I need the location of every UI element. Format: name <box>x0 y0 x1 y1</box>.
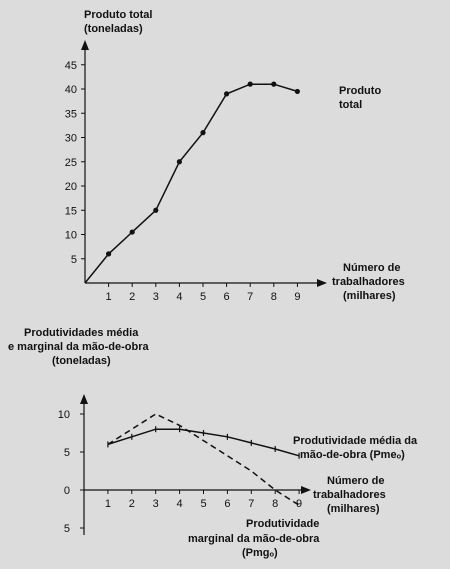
bottom-x-tick-label: 1 <box>104 498 111 510</box>
bottom-title-line-2: e marginal da mão-de-obra <box>8 341 149 353</box>
bottom-x-tick-label: 3 <box>152 498 159 510</box>
bottom-x-axis-arrow <box>301 486 311 494</box>
top-x-tick-label: 5 <box>199 291 207 303</box>
top-series <box>85 82 300 283</box>
top-y-tick-label: 25 <box>64 156 77 169</box>
top-x-axis-arrow <box>317 279 327 287</box>
top-x-tick-label: 3 <box>152 291 159 303</box>
top-x-tick-label: 8 <box>270 291 277 303</box>
total-product-point <box>130 229 135 234</box>
top-series-label-line-2: total <box>339 99 363 111</box>
marginal-label-line-2: marginal da mão-de-obra <box>188 533 320 545</box>
total-product-point <box>224 91 229 96</box>
bottom-x-tick-label: 9 <box>296 498 303 510</box>
total-product-point <box>295 89 300 94</box>
bottom-x-tick-label: 6 <box>224 498 231 510</box>
top-xlabel-line-1: Número de <box>343 262 401 274</box>
top-y-tick-label: 30 <box>64 132 77 145</box>
top-x-ticks <box>106 283 301 303</box>
total-product-chart <box>65 9 405 303</box>
top-y-ticks <box>65 60 85 266</box>
top-x-tick-label: 1 <box>105 291 112 303</box>
productivity-chart <box>8 327 418 559</box>
top-y-tick-label: 20 <box>64 181 77 193</box>
bottom-y-tick-label: 5 <box>63 523 70 535</box>
total-product-point <box>248 82 253 87</box>
bottom-x-tick-label: 7 <box>248 498 255 510</box>
average-label-line-2: mão-de-obra (Pmeₒ) <box>300 449 405 461</box>
bottom-y-tick-label: 0 <box>63 485 70 497</box>
total-product-line <box>85 84 297 283</box>
top-y-tick-label: 40 <box>64 84 77 96</box>
total-product-point <box>271 82 276 87</box>
bottom-x-tick-label: 2 <box>128 498 135 510</box>
total-product-point <box>153 208 158 213</box>
average-label-line-1: Produtividade média da <box>293 435 418 447</box>
total-product-point <box>200 130 205 135</box>
bottom-y-axis-arrow <box>80 394 88 404</box>
top-y-tick-label: 35 <box>64 108 77 121</box>
bottom-xlabel-line-1: Número de <box>327 475 385 487</box>
top-x-tick-label: 4 <box>176 291 183 303</box>
marginal-label-line-3: (Pmgₒ) <box>242 547 278 559</box>
bottom-y-tick-label: 5 <box>63 447 70 459</box>
top-y-tick-label: 10 <box>64 229 77 242</box>
top-y-tick-label: 15 <box>64 205 77 218</box>
bottom-xlabel-line-3: (milhares) <box>327 503 380 515</box>
top-title-line-1: Produto total <box>84 9 153 21</box>
bottom-title-line-1: Produtividades média <box>24 327 139 339</box>
bottom-title-line-3: (toneladas) <box>52 355 111 367</box>
top-y-tick-label: 45 <box>64 59 77 72</box>
total-product-point <box>177 159 182 164</box>
top-x-tick-label: 7 <box>247 291 254 303</box>
bottom-y-tick-label: 10 <box>57 409 70 421</box>
marginal-label-line-1: Produtividade <box>246 518 320 530</box>
top-x-tick-label: 2 <box>129 291 136 303</box>
top-y-axis-arrow <box>81 40 89 50</box>
total-product-point <box>106 251 111 256</box>
bottom-x-ticks <box>105 490 302 510</box>
top-series-label-line-1: Produto <box>339 85 382 97</box>
bottom-xlabel-line-2: trabalhadores <box>313 489 386 501</box>
bottom-x-tick-label: 4 <box>176 498 183 510</box>
top-x-tick-label: 6 <box>223 291 230 303</box>
top-x-tick-label: 9 <box>294 291 301 303</box>
bottom-y-ticks <box>58 409 84 535</box>
top-xlabel-line-2: trabalhadores <box>332 276 405 288</box>
top-title-line-2: (toneladas) <box>84 23 143 35</box>
top-xlabel-line-3: (milhares) <box>343 290 396 302</box>
top-y-tick-label: 5 <box>70 253 77 266</box>
bottom-x-tick-label: 8 <box>272 498 279 510</box>
bottom-x-tick-label: 5 <box>200 498 207 510</box>
